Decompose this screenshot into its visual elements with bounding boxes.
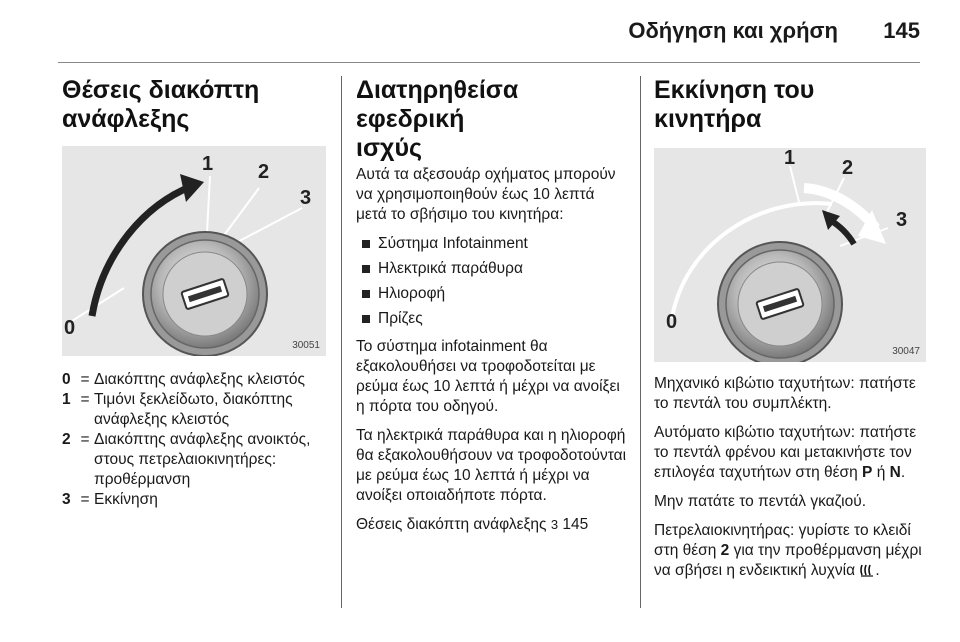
chapter-title: Οδήγηση και χρήση [628,18,838,43]
retained-power-section [356,76,628,544]
label-1: 1 [202,153,214,175]
header-divider [58,62,920,63]
legend-row: 2 = Διακόπτης ανάφλεξης ανοικτός, στους πετρελαιοκινητήρες: προθέρμανση [62,431,311,488]
ignition-switch-illustration [62,146,326,356]
glow-plug-lamp-icon [859,562,875,578]
label-0: 0 [666,311,678,333]
diesel-paragraph: Πετρελαιοκινητήρας: γυρίστε το κλειδί στη θέση 2 για την προθέρμανση μέχρι να σβήσει η ενδεικτική λυχνία . [654,522,922,579]
label-0: 0 [64,317,76,339]
list-item: Πρίζες [356,309,628,329]
label-3: 3 [300,187,312,209]
label-2: 2 [258,161,270,183]
intro-paragraph: Αυτά τα αξεσουάρ οχήματος μπορούν να χρησιμοποιηθούν έως 10 λεπτά μετά το σβήσιμο του κινητήρα: [356,166,616,223]
reference-arrow-icon: 3 [550,517,559,532]
label-1: 1 [784,148,796,169]
manual-gearbox-paragraph: Μηχανικό κιβώτιο ταχυτήτων: πατήστε το πεντάλ του συμπλέκτη. [654,375,916,412]
infotainment-paragraph: Το σύστημα infotainment θα εξακολουθήσει να τροφοδοτείται με ρεύμα έως 10 λεπτά ή μέχρι να ανοίξει η πόρτα του οδηγού. [356,338,620,415]
figure-number: 30047 [892,346,920,357]
section-heading: Διατηρηθείσα εφεδρική ισχύς [356,76,519,162]
section-heading: Εκκίνηση του κινητήρα [654,76,815,133]
legend-row: 1 = Τιμόνι ξεκλείδωτο, διακόπτης ανάφλεξης κλειστός [62,391,293,428]
legend-row: 0 = Διακόπτης ανάφλεξης κλειστός [62,371,305,388]
ignition-start-illustration [654,148,926,362]
ignition-positions-section [62,76,326,510]
automatic-gearbox-paragraph: Αυτόματο κιβώτιο ταχυτήτων: πατήστε το πεντάλ φρένου και μετακινήστε τον επιλογέα ταχυτήτων στη θέση P ή N. [654,424,917,481]
label-2: 2 [842,157,854,179]
engine-start-figure [654,148,926,362]
accessory-list [356,234,628,329]
section-heading: Θέσεις διακόπτη ανάφλεξης [62,76,260,133]
windows-paragraph: Τα ηλεκτρικά παράθυρα και η ηλιοροφή θα εξακολουθήσουν να τροφοδοτούνται με ρεύμα έως 10 λεπτά ή μέχρι να ανοίξει οποιαδήποτε πόρτα. [356,427,627,504]
legend-row: 3 = Εκκίνηση [62,491,158,508]
page-number: 145 [883,18,920,43]
cross-reference[interactable]: Θέσεις διακόπτη ανάφλεξης 3 145 [356,516,589,533]
column-divider-1 [341,76,342,608]
list-item: Ηλεκτρικά παράθυρα [356,259,628,279]
label-3: 3 [896,209,908,231]
list-item: Ηλιοροφή [356,284,628,304]
figure-number: 30051 [292,340,320,351]
legend [62,370,326,510]
engine-start-section [654,76,926,590]
list-item: Σύστημα Infotainment [356,234,628,254]
page-header [0,0,960,62]
accelerator-paragraph: Μην πατάτε το πεντάλ γκαζιού. [654,493,867,510]
ignition-switch-figure [62,146,326,356]
column-divider-2 [640,76,641,608]
